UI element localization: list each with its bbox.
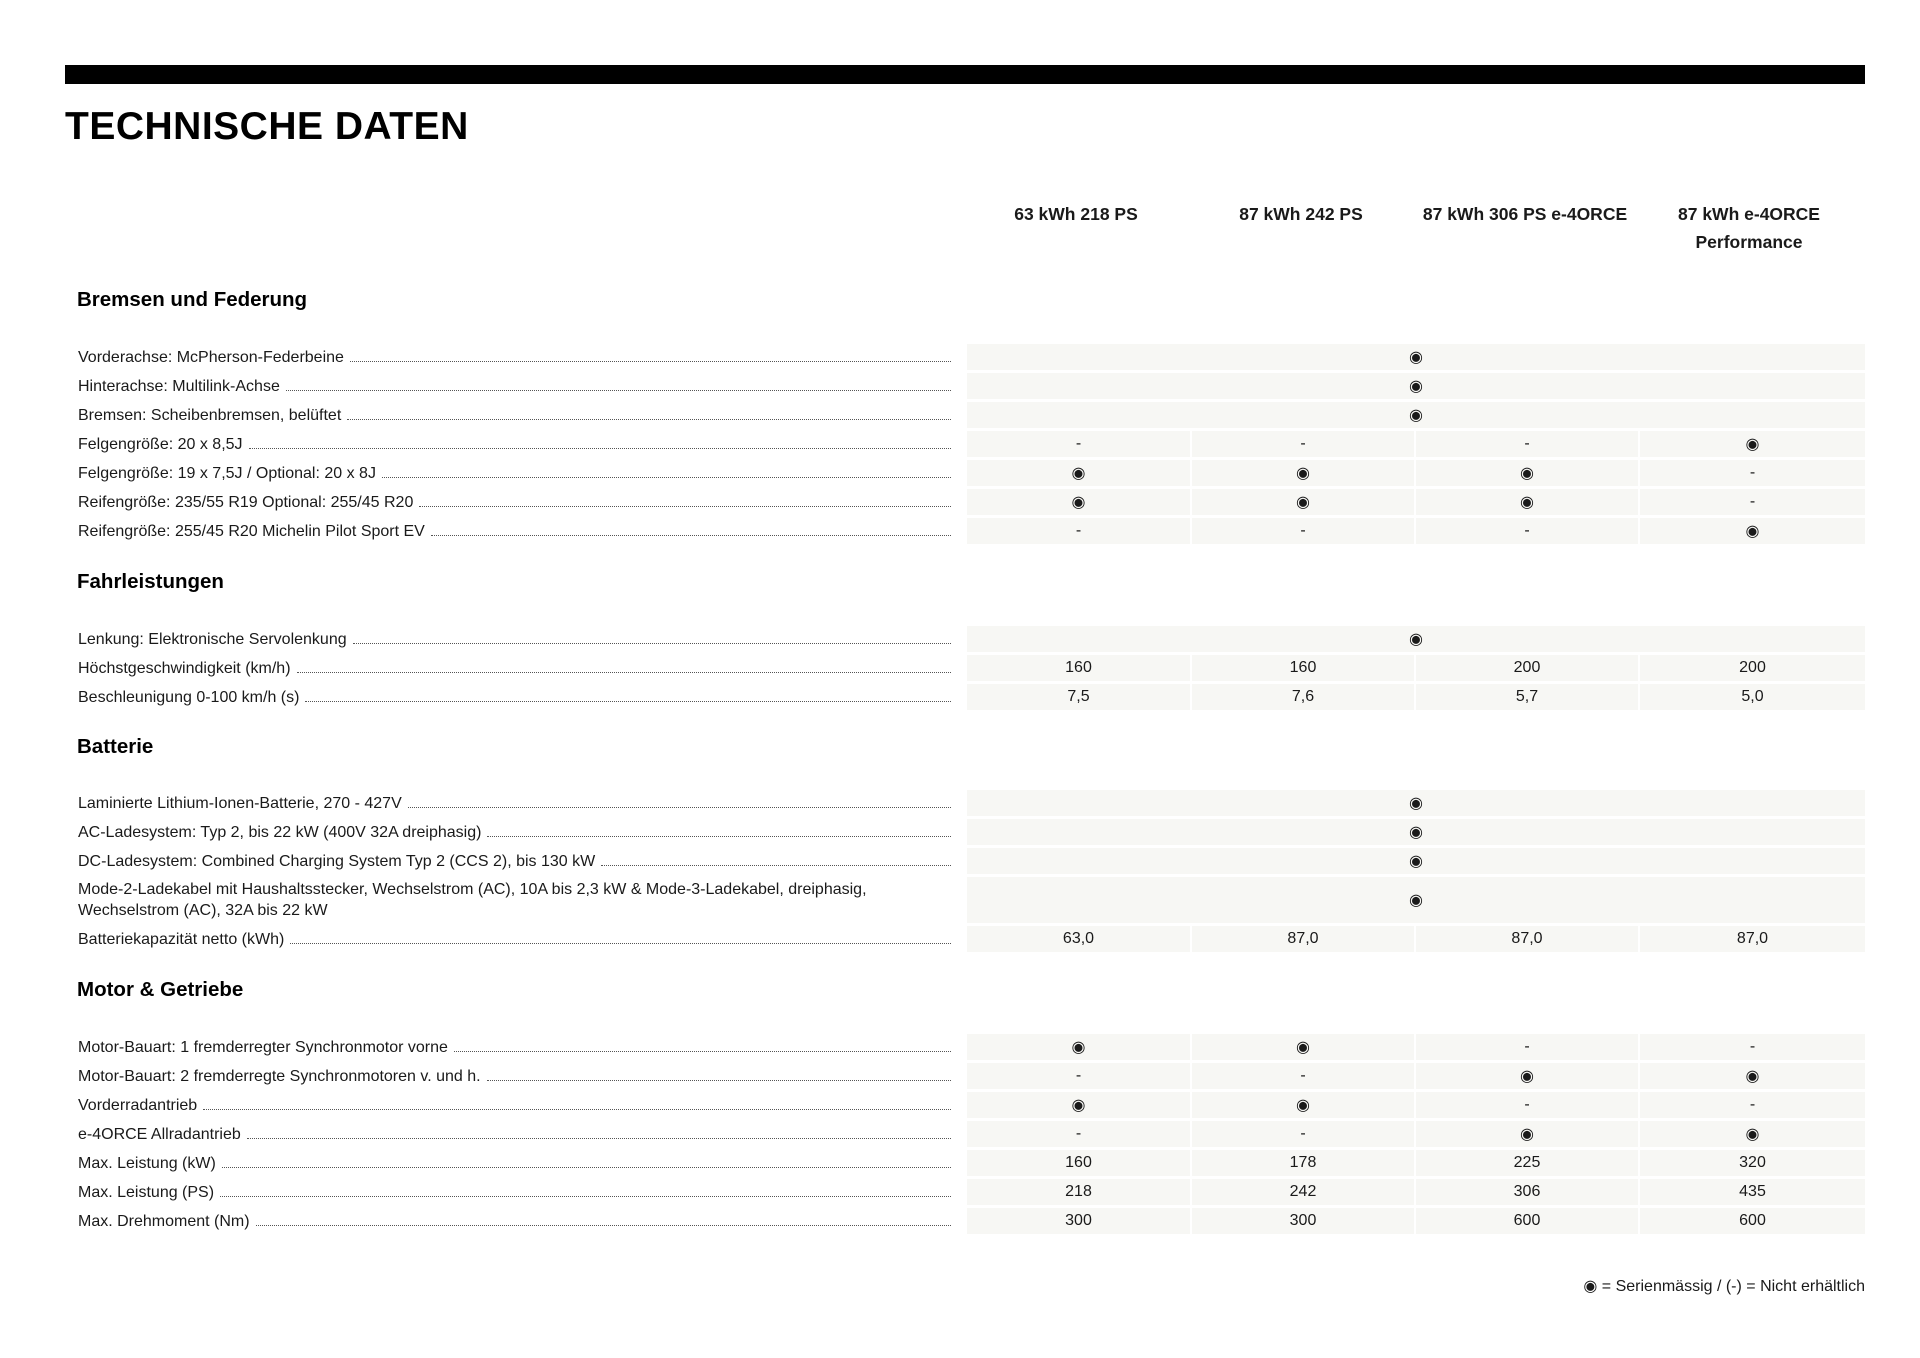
row-value: ◉ — [967, 848, 1865, 874]
row-value: 160 — [1192, 655, 1414, 681]
row-value: ◉ — [1640, 518, 1865, 544]
row-value: ◉ — [1192, 460, 1414, 486]
row-label: DC-Ladesystem: Combined Charging System Typ 2 (CCS 2), bis 130 kW — [78, 848, 951, 874]
section-title: Batterie — [77, 735, 154, 758]
table-row — [78, 684, 1865, 710]
row-value: - — [1416, 518, 1638, 544]
row-value: 178 — [1192, 1150, 1414, 1176]
row-value: - — [967, 1121, 1190, 1147]
row-value: ◉ — [967, 1034, 1190, 1060]
row-value: 435 — [1640, 1179, 1865, 1205]
row-value: 300 — [1192, 1208, 1414, 1234]
row-label: e-4ORCE Allradantrieb — [78, 1121, 951, 1147]
row-label: Felgengröße: 19 x 7,5J / Optional: 20 x 8J — [78, 460, 951, 486]
row-label: Batteriekapazität netto (kWh) — [78, 926, 951, 952]
row-value: 306 — [1416, 1179, 1638, 1205]
section-title: Fahrleistungen — [77, 570, 224, 593]
row-value: ◉ — [1416, 1063, 1638, 1089]
row-value: 7,5 — [967, 684, 1190, 710]
row-value: 160 — [967, 1150, 1190, 1176]
row-value: 160 — [967, 655, 1190, 681]
table-row — [78, 518, 1865, 544]
row-value: - — [967, 1063, 1190, 1089]
row-value: 225 — [1416, 1150, 1638, 1176]
row-value: ◉ — [1192, 1092, 1414, 1118]
row-value: - — [1640, 460, 1865, 486]
row-label: Beschleunigung 0-100 km/h (s) — [78, 684, 951, 710]
row-value: ◉ — [1192, 489, 1414, 515]
row-value: ◉ — [967, 877, 1865, 923]
table-row — [78, 489, 1865, 515]
table-row — [78, 655, 1865, 681]
table-row — [78, 1034, 1865, 1060]
row-value: 63,0 — [967, 926, 1190, 952]
top-bar — [65, 65, 1865, 84]
row-value: - — [1192, 431, 1414, 457]
table-row — [78, 1150, 1865, 1176]
row-value: ◉ — [967, 626, 1865, 652]
table-row — [78, 626, 1865, 652]
row-value: ◉ — [1192, 1034, 1414, 1060]
row-label: Motor-Bauart: 2 fremderregte Synchronmotoren v. und h. — [78, 1063, 951, 1089]
row-value: ◉ — [967, 489, 1190, 515]
row-value: ◉ — [1416, 1121, 1638, 1147]
row-label: Laminierte Lithium-Ionen-Batterie, 270 - 427V — [78, 790, 951, 816]
table-row — [78, 431, 1865, 457]
table-row — [78, 1063, 1865, 1089]
table-row — [78, 344, 1865, 370]
column-header: 87 kWh 242 PS — [1239, 204, 1363, 224]
row-value: - — [1640, 1034, 1865, 1060]
row-value: - — [967, 431, 1190, 457]
row-value: ◉ — [1416, 489, 1638, 515]
row-label: AC-Ladesystem: Typ 2, bis 22 kW (400V 32A dreiphasig) — [78, 819, 951, 845]
table-row — [78, 1179, 1865, 1205]
row-value: 87,0 — [1640, 926, 1865, 952]
row-label: Vorderachse: McPherson-Federbeine — [78, 344, 951, 370]
row-value: ◉ — [1640, 1121, 1865, 1147]
row-label: Mode-2-Ladekabel mit Haushaltsstecker, Wechselstrom (AC), 10A bis 2,3 kW & Mode-3-Ladekabel, dreiphasig, Wechselstrom (AC), 32A bis 22 kW — [78, 881, 867, 919]
row-label: Bremsen: Scheibenbremsen, belüftet — [78, 402, 951, 428]
table-row — [78, 926, 1865, 952]
row-value: 300 — [967, 1208, 1190, 1234]
row-value: - — [1192, 1063, 1414, 1089]
row-label: Höchstgeschwindigkeit (km/h) — [78, 655, 951, 681]
row-label: Felgengröße: 20 x 8,5J — [78, 431, 951, 457]
row-value: - — [1416, 431, 1638, 457]
column-header: 87 kWh 306 PS e-4ORCE — [1422, 204, 1628, 224]
page-title: TECHNISCHE DATEN — [65, 105, 469, 148]
section-title: Bremsen und Federung — [77, 288, 308, 311]
section-title: Motor & Getriebe — [77, 978, 244, 1001]
row-value: - — [1416, 1034, 1638, 1060]
row-value: ◉ — [1640, 431, 1865, 457]
row-label: Max. Leistung (kW) — [78, 1150, 951, 1176]
row-value: 320 — [1640, 1150, 1865, 1176]
row-value: 600 — [1640, 1208, 1865, 1234]
table-row — [78, 373, 1865, 399]
row-value: ◉ — [967, 373, 1865, 399]
row-value: 5,0 — [1640, 684, 1865, 710]
row-value: ◉ — [967, 344, 1865, 370]
row-value: 218 — [967, 1179, 1190, 1205]
row-label: Max. Drehmoment (Nm) — [78, 1208, 951, 1234]
row-label: Hinterachse: Multilink-Achse — [78, 373, 951, 399]
row-value: ◉ — [967, 460, 1190, 486]
column-header: 87 kWh e-4ORCE Performance — [1678, 204, 1820, 252]
legend: ◉ = Serienmässig / (-) = Nicht erhältlich — [1583, 1278, 1865, 1295]
table-row — [78, 1121, 1865, 1147]
table-row — [78, 1092, 1865, 1118]
row-value: ◉ — [967, 790, 1865, 816]
row-value: 200 — [1416, 655, 1638, 681]
column-header: 63 kWh 218 PS — [1014, 204, 1138, 224]
row-value: 242 — [1192, 1179, 1414, 1205]
row-value: 87,0 — [1192, 926, 1414, 952]
table-row — [78, 460, 1865, 486]
row-value: - — [967, 518, 1190, 544]
row-value: - — [1640, 1092, 1865, 1118]
row-value: 600 — [1416, 1208, 1638, 1234]
row-value: ◉ — [967, 819, 1865, 845]
row-value: - — [1192, 518, 1414, 544]
row-label: Reifengröße: 235/55 R19 Optional: 255/45 R20 — [78, 489, 951, 515]
row-label: Motor-Bauart: 1 fremderregter Synchronmotor vorne — [78, 1034, 951, 1060]
row-label: Vorderradantrieb — [78, 1092, 951, 1118]
row-value: ◉ — [967, 402, 1865, 428]
row-value: ◉ — [1640, 1063, 1865, 1089]
row-label: Reifengröße: 255/45 R20 Michelin Pilot Sport EV — [78, 518, 951, 544]
table-row — [78, 1208, 1865, 1234]
row-value: 200 — [1640, 655, 1865, 681]
table-row — [78, 402, 1865, 428]
table-row — [78, 848, 1865, 874]
row-value: - — [1192, 1121, 1414, 1147]
row-value: ◉ — [967, 1092, 1190, 1118]
row-value: 7,6 — [1192, 684, 1414, 710]
row-value: - — [1416, 1092, 1638, 1118]
table-row — [78, 790, 1865, 816]
table-row — [78, 877, 1865, 923]
row-label: Max. Leistung (PS) — [78, 1179, 951, 1205]
row-value: ◉ — [1416, 460, 1638, 486]
row-value: 5,7 — [1416, 684, 1638, 710]
table-row — [78, 819, 1865, 845]
row-label: Lenkung: Elektronische Servolenkung — [78, 626, 951, 652]
row-value: 87,0 — [1416, 926, 1638, 952]
row-value: - — [1640, 489, 1865, 515]
